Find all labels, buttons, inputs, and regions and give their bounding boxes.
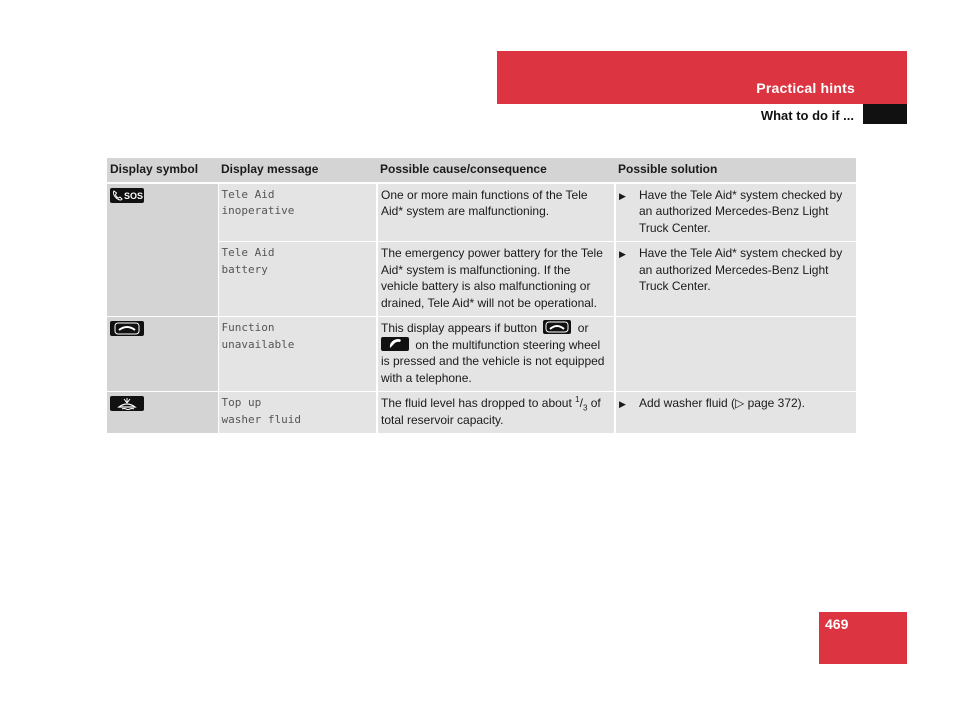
- section-title: Practical hints: [756, 80, 855, 96]
- table-row: [107, 242, 856, 317]
- header-display-symbol: Display symbol: [107, 158, 218, 183]
- start-call-button-icon: [381, 337, 409, 351]
- end-call-button-icon: [543, 320, 571, 334]
- phone-end-call-icon: [110, 321, 144, 336]
- message-cell: Tele Aid battery: [218, 242, 377, 317]
- table-row: [107, 317, 856, 392]
- cause-cell: The fluid level has dropped to about $^1/_3$ of total reservoir capacity.: [377, 392, 615, 434]
- header-band: [497, 51, 907, 104]
- header-possible-solution: Possible solution: [615, 158, 856, 183]
- triangle-bullet-icon: ▶: [619, 399, 626, 409]
- page-number-box: [819, 612, 907, 664]
- tele-aid-sos-icon: [110, 188, 144, 203]
- cause-cell: One or more main functions of the Tele Aid* system are malfunctioning.: [377, 183, 615, 242]
- cause-cell: The emergency power battery for the Tele Aid* system is malfunctioning. If the vehicle battery is also malfunctioning or drained, Tele Aid* will not be operational.: [377, 242, 615, 317]
- page-number: 469: [825, 616, 849, 632]
- solution-cell: ▶ Add washer fluid (▷ page 372).: [615, 392, 856, 434]
- washer-fluid-icon: [110, 396, 144, 411]
- message-cell: Top up washer fluid: [218, 392, 377, 434]
- subsection-title: What to do if ...: [760, 108, 854, 123]
- symbol-cell: [107, 183, 218, 317]
- triangle-bullet-icon: ▶: [619, 190, 626, 201]
- table-row: [107, 183, 856, 242]
- table-row: [107, 392, 856, 434]
- symbol-cell: [107, 392, 218, 434]
- svg-text:SOS: SOS: [124, 190, 144, 201]
- display-messages-table: [107, 158, 856, 434]
- triangle-bullet-icon: ▶: [619, 249, 626, 259]
- solution-cell: [615, 317, 856, 392]
- header-display-message: Display message: [218, 158, 377, 183]
- solution-cell: ▶ Have the Tele Aid* system checked by an authorized Mercedes-Benz Light Truck Center.: [615, 242, 856, 317]
- message-cell: Function unavailable: [218, 317, 377, 392]
- section-tab-marker: [863, 104, 907, 124]
- message-cell: Tele Aid inoperative: [218, 183, 377, 242]
- symbol-cell: [107, 317, 218, 392]
- table-header-row: [107, 158, 856, 183]
- header-possible-cause: Possible cause/consequence: [377, 158, 615, 183]
- cause-cell: This display appears if button or on the multifunction steering wheel is pressed and the vehicle is not equipped with a telephone.: [377, 317, 615, 392]
- solution-cell: ▶ Have the Tele Aid* system checked by an authorized Mercedes-Benz Light Truck Center.: [615, 183, 856, 242]
